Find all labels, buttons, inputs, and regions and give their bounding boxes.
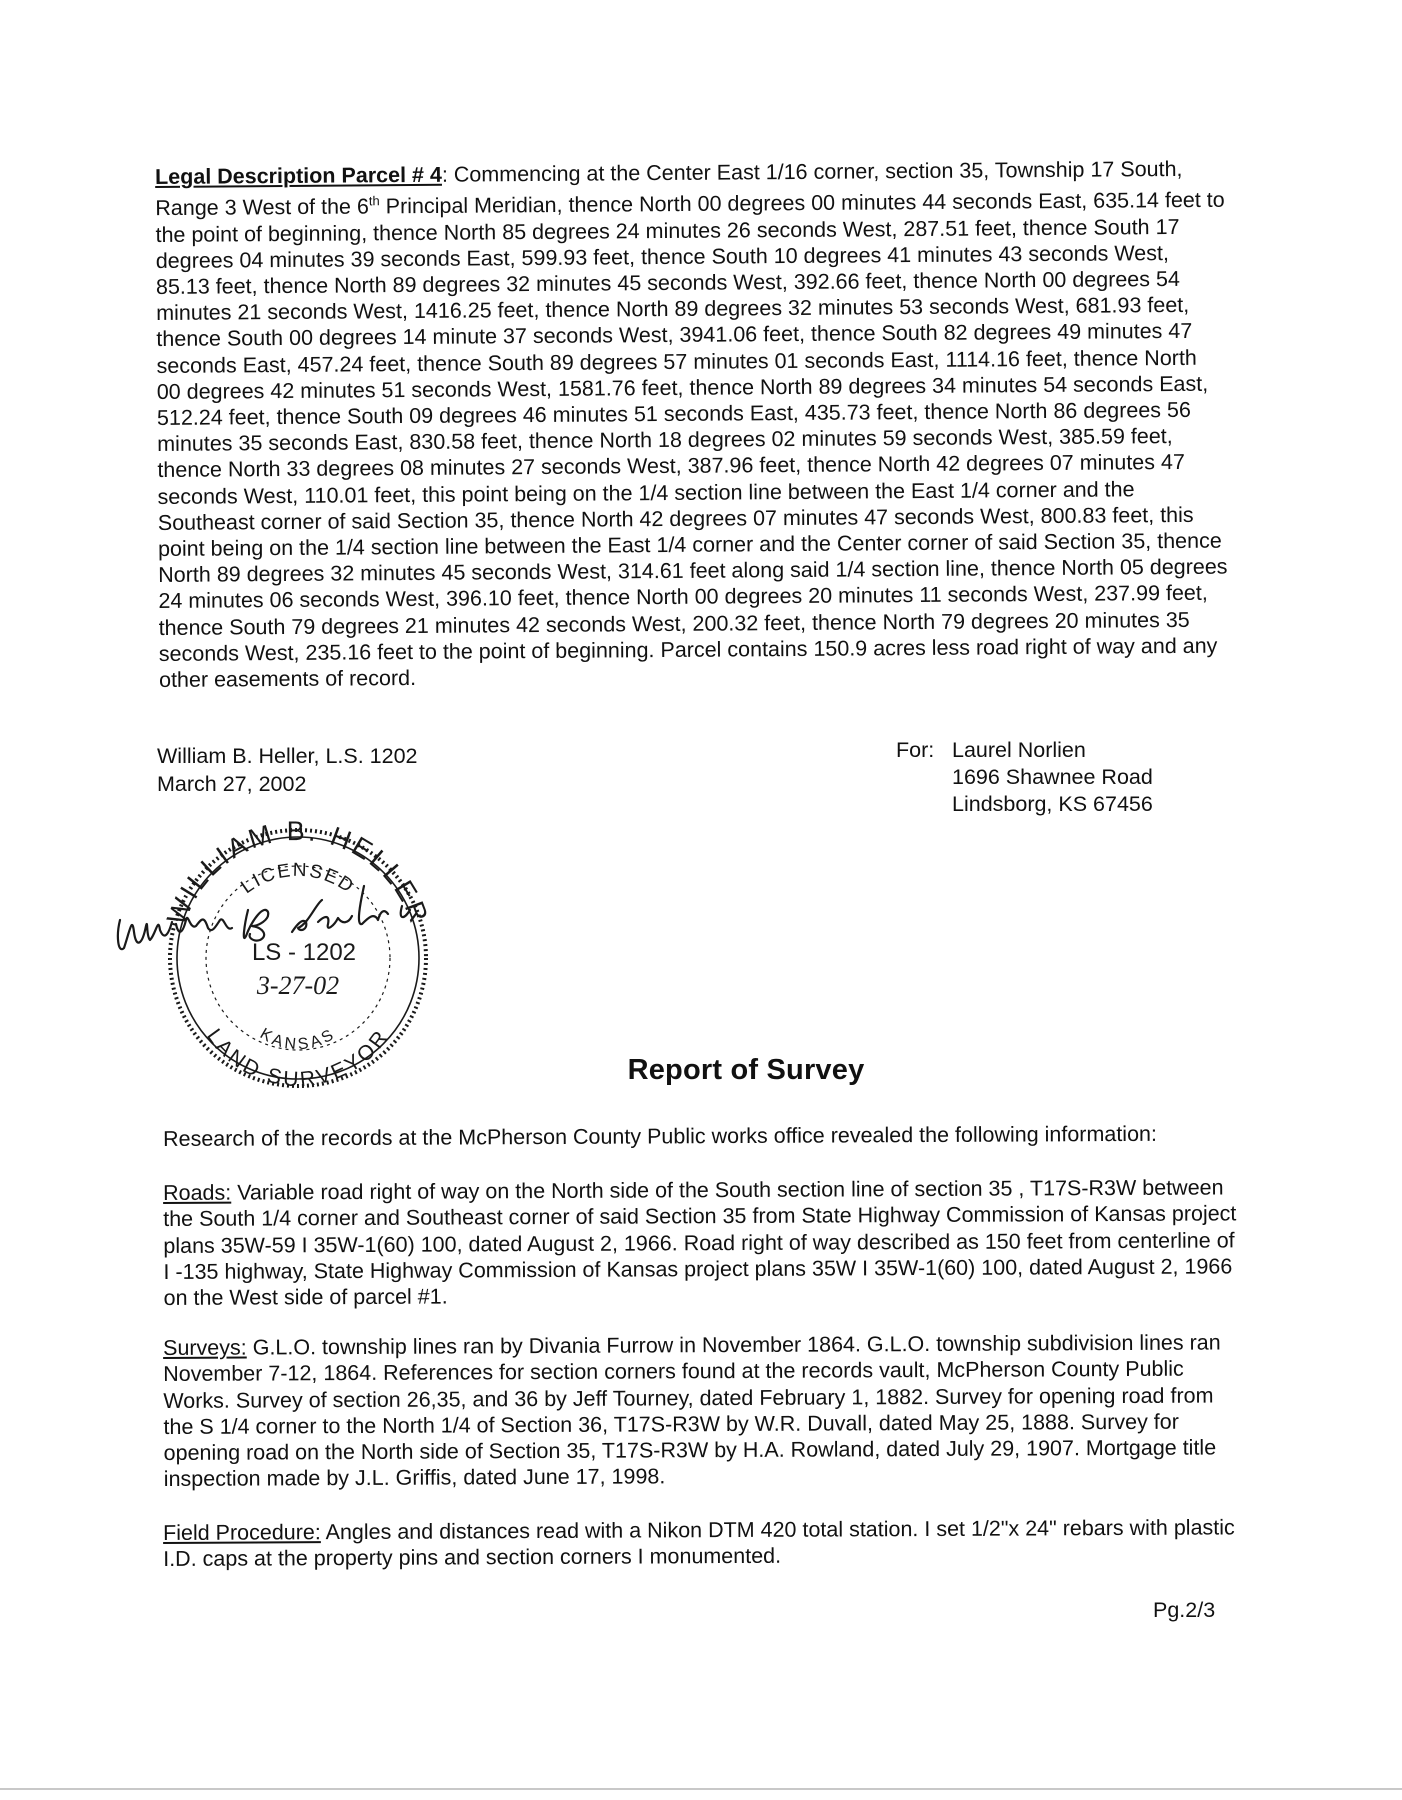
legal-description-heading: Legal Description Parcel # 4 <box>155 162 442 189</box>
surveyor-seal-stamp <box>112 808 472 1088</box>
roads-text: Variable road right of way on the North side of the South section line of section 35 , T17S-R3W between the South 1/4 corner and Southeast corner of said Section 35 from State Highway Commission of Kansas project plans 35W-59 I 35W-1(60) 100, dated August 2, 1966. Road right of way described as 150 feet from centerline of I -135 highway, State Highway Commission of Kansas project plans 35W I 35W-1(60) 100, dated August 2, 1966 on the West side of parcel #1. <box>163 1175 1237 1311</box>
roads-section <box>163 1174 1244 1311</box>
client-address-block <box>896 737 1153 818</box>
client-city: Lindsborg, KS 67456 <box>952 792 1153 816</box>
report-title: Report of Survey <box>627 1054 865 1086</box>
field-procedure-text: Angles and distances read with a Nikon DTM 420 total station. I set 1/2"x 24" rebars with plastic I.D. caps at the property pins and section corners I monumented. <box>163 1515 1235 1572</box>
field-procedure-section <box>163 1514 1243 1572</box>
scan-edge-line <box>0 1788 1402 1790</box>
surveys-label: Surveys: <box>163 1335 247 1360</box>
seal-state-text: KANSAS <box>257 1025 339 1054</box>
seal-license-number: LS - 1202 <box>251 939 357 966</box>
page-number: Pg.2/3 <box>1153 1598 1216 1622</box>
client-street: 1696 Shawnee Road <box>952 765 1153 789</box>
client-name: Laurel Norlien <box>952 738 1086 762</box>
seal-date: 3-27-02 <box>256 971 340 1000</box>
legal-description-superscript: th <box>368 193 380 209</box>
roads-label: Roads: <box>163 1180 232 1205</box>
field-procedure-label: Field Procedure: <box>163 1520 321 1545</box>
seal-bottom-text: LAND SURVEYOR <box>202 1024 394 1088</box>
seal-outer-text: WILLIAM B. HELLER <box>161 815 435 929</box>
for-label: For: <box>896 738 935 762</box>
surveyor-name: William B. Heller, L.S. 1202 <box>157 744 418 768</box>
report-intro: Research of the records at the McPherson County Public works office revealed the following information: <box>163 1121 1158 1151</box>
signature-date: March 27, 2002 <box>157 772 307 796</box>
legal-description-text-b: Principal Meridian, thence North 00 degrees 00 minutes 44 seconds East, 635.14 feet to the point of beginning, thence North 85 degrees 24 minutes 26 seconds West, 287.51 feet, thence South 17 degrees 04 minutes 39 seconds East, 599.93 feet, thence South 10 degrees 41 minutes 43 seconds West, 85.13 feet, thence North 89 degrees 32 minutes 45 seconds West, 392.66 feet, thence North 00 degrees 54 minutes 21 seconds West, 1416.25 feet, thence North 89 degrees 32 minutes 53 seconds West, 681.93 feet, thence South 00 degrees 14 minute 37 seconds West, 3941.06 feet, thence South 82 degrees 49 minutes 47 seconds East, 457.24 feet, thence South 89 degrees 57 minutes 01 seconds East, 1114.16 feet, thence North 00 degrees 42 minutes 51 seconds West, 1581.76 feet, thence North 89 degrees 34 minutes 54 seconds East, 512.24 feet, thence South 09 degrees 46 minutes 51 seconds East, 435.73 feet, thence North 86 degrees 56 minutes 35 seconds East, 830.58 feet, thence North 18 degrees 02 minutes 59 seconds West, 385.59 feet, thence North 33 degrees 08 minutes 27 seconds West, 387.96 feet, thence North 42 degrees 07 minutes 47 seconds West, 110.01 feet, this point being on the 1/4 section line between the East 1/4 corner and the Southeast corner of said Section 35, thence North 42 degrees 07 minutes 47 seconds West, 800.83 feet, this point being on the 1/4 section line between the East 1/4 corner and the Center corner of said Section 35, thence North 89 degrees 32 minutes 45 seconds West, 314.61 feet along said 1/4 section line, thence North 05 degrees 24 minutes 06 seconds West, 396.10 feet, thence North 00 degrees 20 minutes 11 seconds West, 237.99 feet, thence South 79 degrees 21 minutes 42 seconds West, 200.32 feet, thence North 79 degrees 20 minutes 35 seconds West, 235.16 feet to the point of beginning. Parcel contains 150.9 acres less road right of way and any other easements of record. <box>155 187 1228 692</box>
surveyor-signature-block <box>157 742 418 798</box>
legal-description <box>155 156 1229 694</box>
surveys-section <box>163 1329 1244 1492</box>
legal-description-text-a: : Commencing at the Center East 1/16 corner, section 35, Township 17 South, Range 3 West of the 6 <box>155 156 1183 221</box>
seal-licensed-text: LICENSED <box>237 859 359 899</box>
surveys-text: G.L.O. township lines ran by Divania Furrow in November 1864. G.L.O. township subdivision lines ran November 7-12, 1864. References for section corners found at the records vault, McPherson County Public Works. Survey of section 26,35, and 36 by Jeff Tourney, dated February 1, 1882. Survey for opening road from the S 1/4 corner to the North 1/4 of Section 36, T17S-R3W by W.R. Duvall, dated May 25, 1888. Survey for opening road on the North side of Section 35, T17S-R3W by H.A. Rowland, dated July 29, 1907. Mortgage title inspection made by J.L. Griffis, dated June 17, 1998. <box>163 1330 1221 1492</box>
